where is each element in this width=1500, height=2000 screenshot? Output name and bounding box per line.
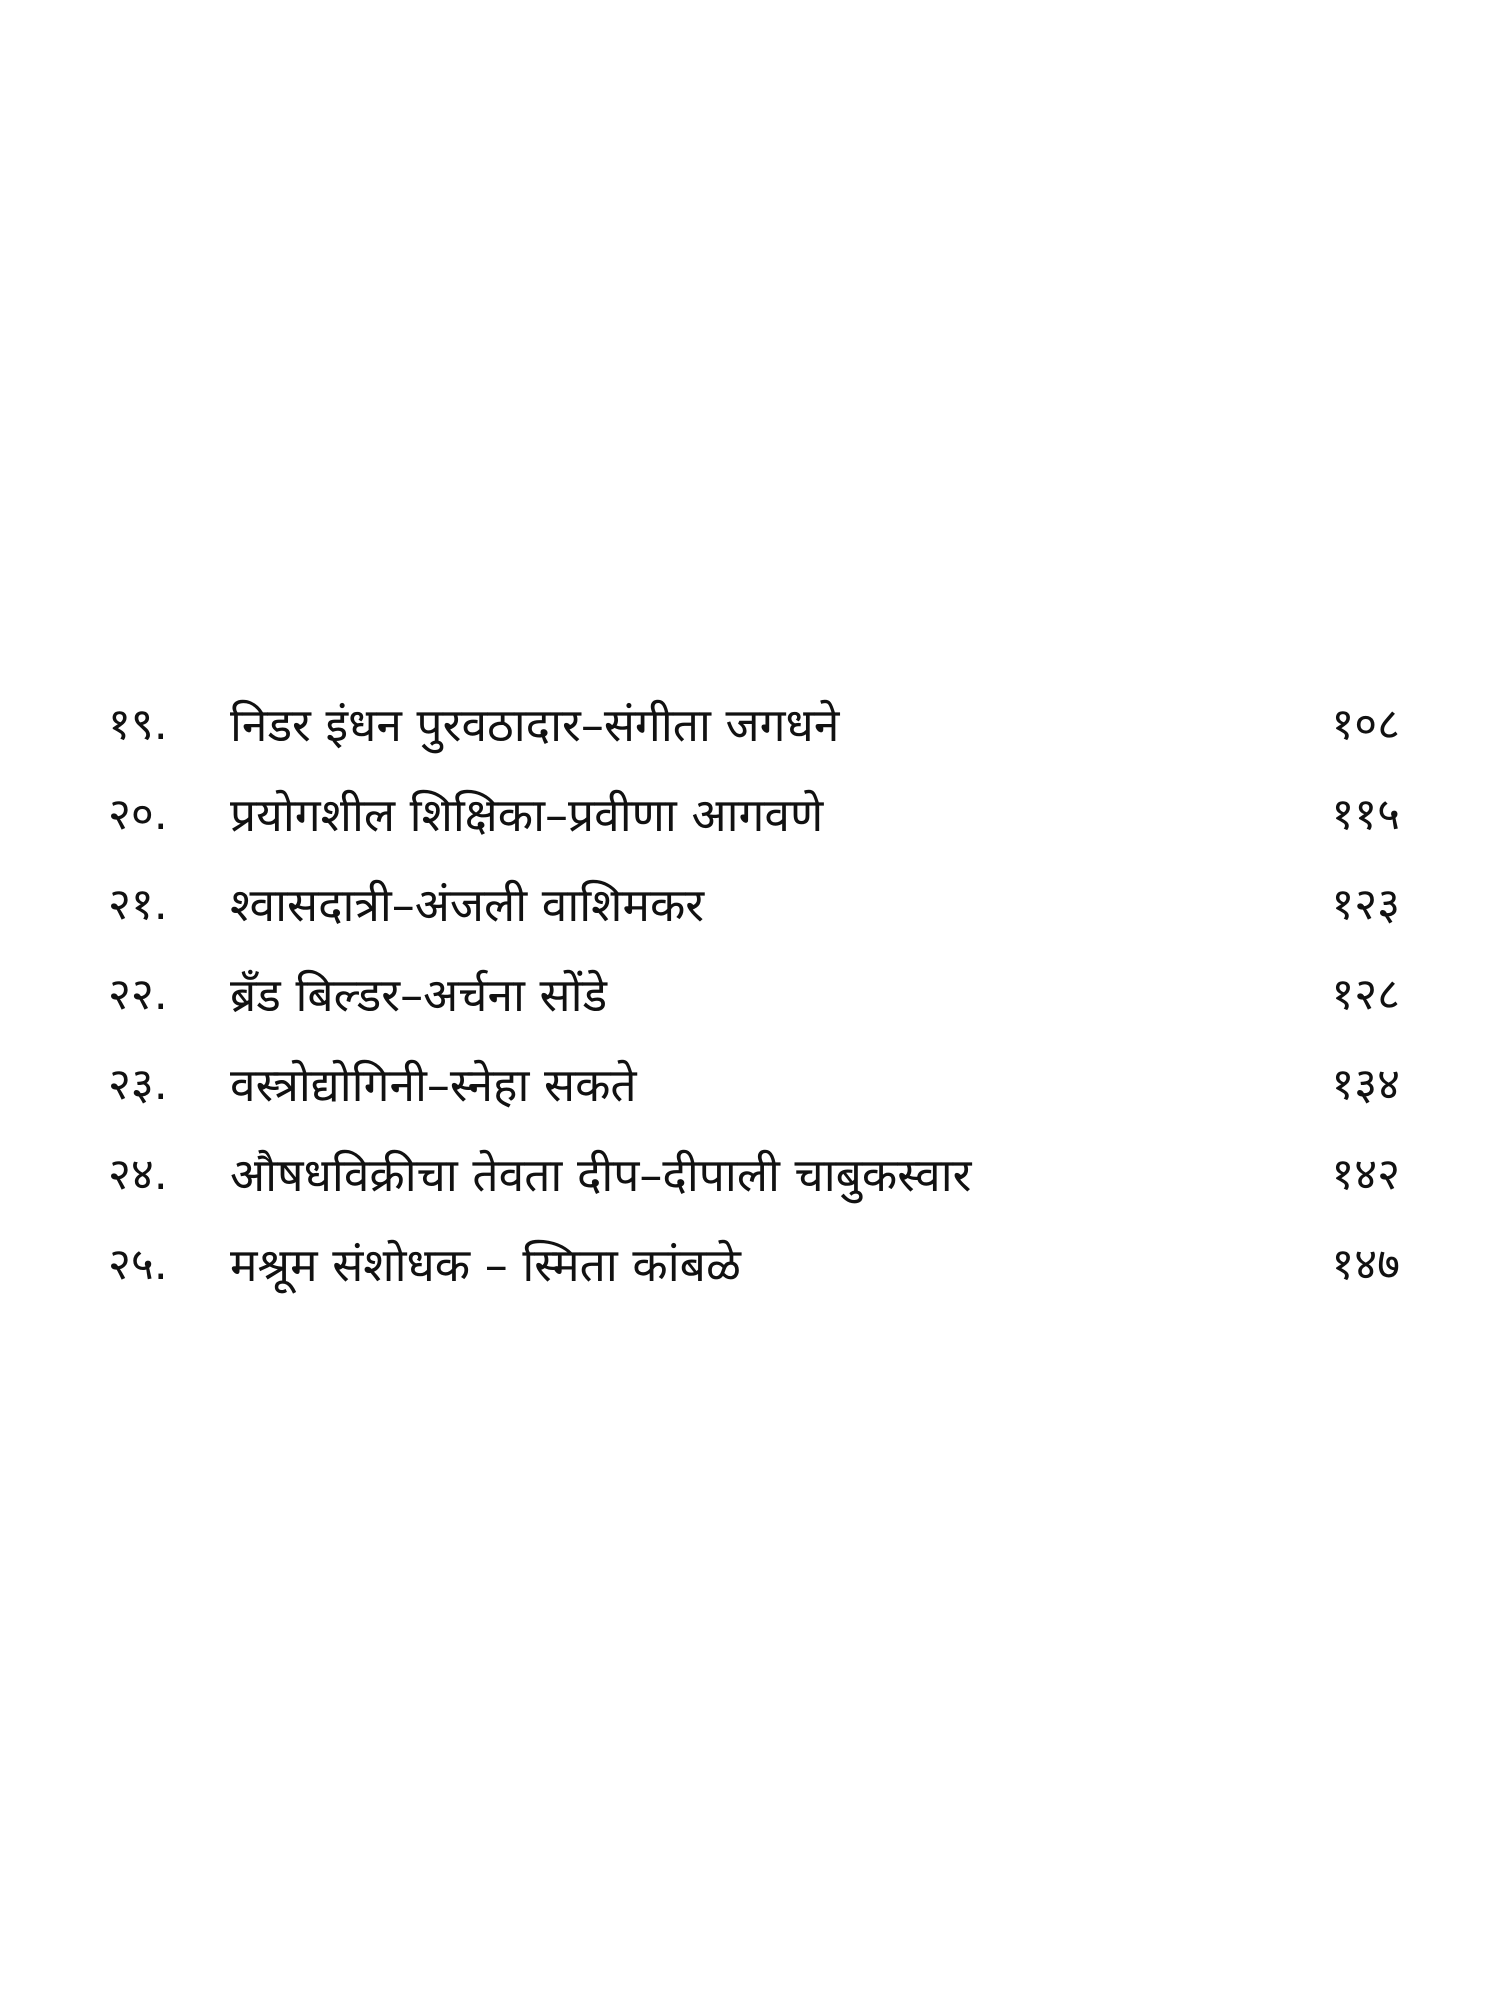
entry-title: मश्रूम संशोधक – स्मिता कांबळे xyxy=(230,1238,741,1292)
entry-title: ब्रँड बिल्डर–अर्चना सोंडे xyxy=(230,968,608,1022)
toc-entry xyxy=(0,770,1500,860)
entry-number: २३. xyxy=(108,1059,168,1110)
entry-title: औषधविक्रीचा तेवता दीप–दीपाली चाबुकस्वार xyxy=(230,1148,972,1202)
entry-page-number: १४२ xyxy=(1331,1149,1400,1200)
entry-number: २४. xyxy=(108,1149,168,1200)
toc-entry xyxy=(0,950,1500,1040)
entry-page-number: १२८ xyxy=(1331,969,1400,1020)
toc-entry xyxy=(0,860,1500,950)
entry-title: श्वासदात्री–अंजली वाशिमकर xyxy=(230,878,705,932)
entry-number: २२. xyxy=(108,969,168,1020)
entry-number: २१. xyxy=(108,879,168,930)
entry-title: निडर इंधन पुरवठादार–संगीता जगधने xyxy=(230,698,840,752)
entry-title: वस्त्रोद्योगिनी–स्नेहा सकते xyxy=(230,1058,637,1112)
entry-number: २५. xyxy=(108,1239,168,1290)
entry-title: प्रयोगशील शिक्षिका–प्रवीणा आगवणे xyxy=(230,788,824,842)
toc-entry xyxy=(0,1040,1500,1130)
entry-number: १९. xyxy=(108,699,168,750)
entry-page-number: १२३ xyxy=(1331,879,1400,930)
entry-page-number: १०८ xyxy=(1331,699,1400,750)
entry-page-number: ११५ xyxy=(1331,789,1400,840)
toc-entry xyxy=(0,1220,1500,1310)
toc-entry xyxy=(0,1130,1500,1220)
toc-entry xyxy=(0,680,1500,770)
entry-page-number: १३४ xyxy=(1331,1059,1400,1110)
table-of-contents xyxy=(0,680,1500,1310)
entry-number: २०. xyxy=(108,789,168,840)
entry-page-number: १४७ xyxy=(1331,1239,1400,1290)
